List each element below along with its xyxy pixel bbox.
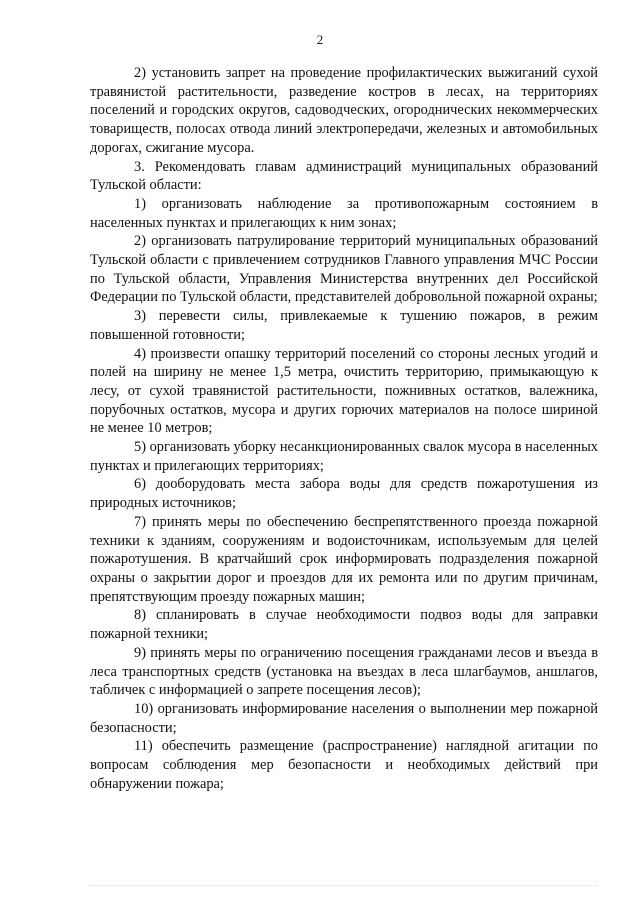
- paragraph-item-5-cleanup: 5) организовать уборку несанкционированных свалок мусора в населенных пунктах и прилегающих территориях;: [90, 439, 598, 474]
- paragraph-item-10-informing: 10) организовать информирование населения о выполнении мер пожарной безопасности;: [90, 700, 598, 736]
- scan-artifact-line: [90, 885, 598, 890]
- paragraph-item-2-patrol: 2) организовать патрулирование территорий муниципальных образований Тульской области с привлечением сотрудников Главного управления МЧС России по Тульской области, Управления Министерства внутренних дел Российской Федерации по Тульской области, представителей добровольной пожарной охраны;: [90, 233, 598, 306]
- paragraph-item-9-forest-access: 9) принять меры по ограничению посещения гражданами лесов и въезда в леса транспортных средств (установка на въездах в леса шлагбаумов, аншлагов, табличек с информацией о запрете посещения лесов);: [90, 644, 598, 699]
- page-number: 2: [316, 32, 324, 47]
- paragraph-item-3-readiness: 3) перевести силы, привлекаемые к тушению пожаров, в режим повышенной готовности;: [90, 308, 598, 343]
- document-body: [90, 64, 598, 793]
- paragraph-item-2-ban: 2) установить запрет на проведение профилактических выжиганий сухой травянистой растительности, разведение костров в лесах, на территориях поселений и городских округов, садоводческих, огороднических некоммерческих товариществ, полосах отвода линий электропередачи, железных и автомобильных дорогах, сжигание мусора.: [90, 65, 598, 156]
- paragraph-item-6-water-intake: 6) дооборудовать места забора воды для средств пожаротушения из природных источников;: [90, 476, 598, 512]
- paragraph-item-8-water-supply: 8) спланировать в случае необходимости подвоз воды для заправки пожарной техники;: [90, 607, 598, 643]
- paragraph-item-11-agitation: 11) обеспечить размещение (распространение) наглядной агитации по вопросам соблюдения мер безопасности и необходимых действий при обнаружении пожара;: [90, 738, 598, 792]
- paragraph-item-1-monitoring: 1) организовать наблюдение за противопожарным состоянием в населенных пунктах и прилегающих к ним зонах;: [90, 195, 598, 231]
- paragraph-item-7-access: 7) принять меры по обеспечению беспрепятственного проезда пожарной техники к зданиям, сооружениям и водоисточникам, используемым для целей пожаротушения. В кратчайший срок информировать подразделения пожарной охраны о закрытии дорог и проездов для их ремонта или по другим причинам, препятствующим проезду пожарных машин;: [90, 513, 598, 605]
- paragraph-section-3: 3. Рекомендовать главам администраций муниципальных образований Тульской области:: [90, 158, 598, 194]
- paragraph-item-4-plowing: 4) произвести опашку территорий поселений со стороны лесных угодий и полей на ширину не менее 1,5 метра, очистить территорию, примыкающую к лесу, от сухой травянистой растительности, пожнивных остатков, валежника, порубочных остатков, мусора и других горючих материалов на полосе шириной не менее 10 метров;: [90, 345, 598, 437]
